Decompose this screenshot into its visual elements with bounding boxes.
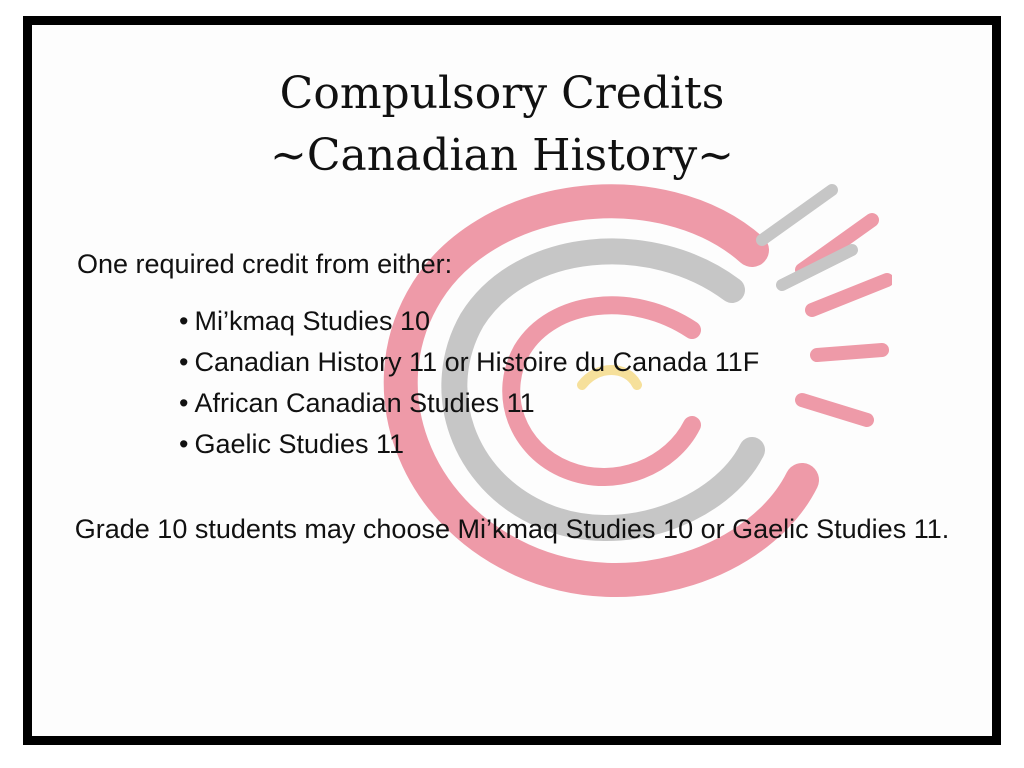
bullet-icon: • xyxy=(179,347,189,377)
title-line-2: ~Canadian History~ xyxy=(269,130,735,181)
slide-title xyxy=(32,63,992,187)
grade-10-note: Grade 10 students may choose Mi’kmaq Studies 10 or Gaelic Studies 11. xyxy=(74,514,950,544)
course-option-label: Gaelic Studies 11 xyxy=(194,429,405,459)
bullet-icon: • xyxy=(179,429,189,459)
list-item xyxy=(179,424,759,465)
list-item xyxy=(179,342,759,383)
list-item xyxy=(179,383,759,424)
bullet-icon: • xyxy=(179,306,189,336)
list-item xyxy=(179,301,759,342)
intro-text: One required credit from either: xyxy=(77,249,453,279)
course-option-label: Mi’kmaq Studies 10 xyxy=(194,306,431,336)
title-line-1: Compulsory Credits xyxy=(279,68,725,119)
bullet-icon: • xyxy=(179,388,189,418)
course-options-list xyxy=(179,301,759,465)
course-option-label: African Canadian Studies 11 xyxy=(194,388,535,418)
slide-frame xyxy=(23,16,1001,745)
course-option-label: Canadian History 11 or Histoire du Canada 11F xyxy=(194,347,760,377)
